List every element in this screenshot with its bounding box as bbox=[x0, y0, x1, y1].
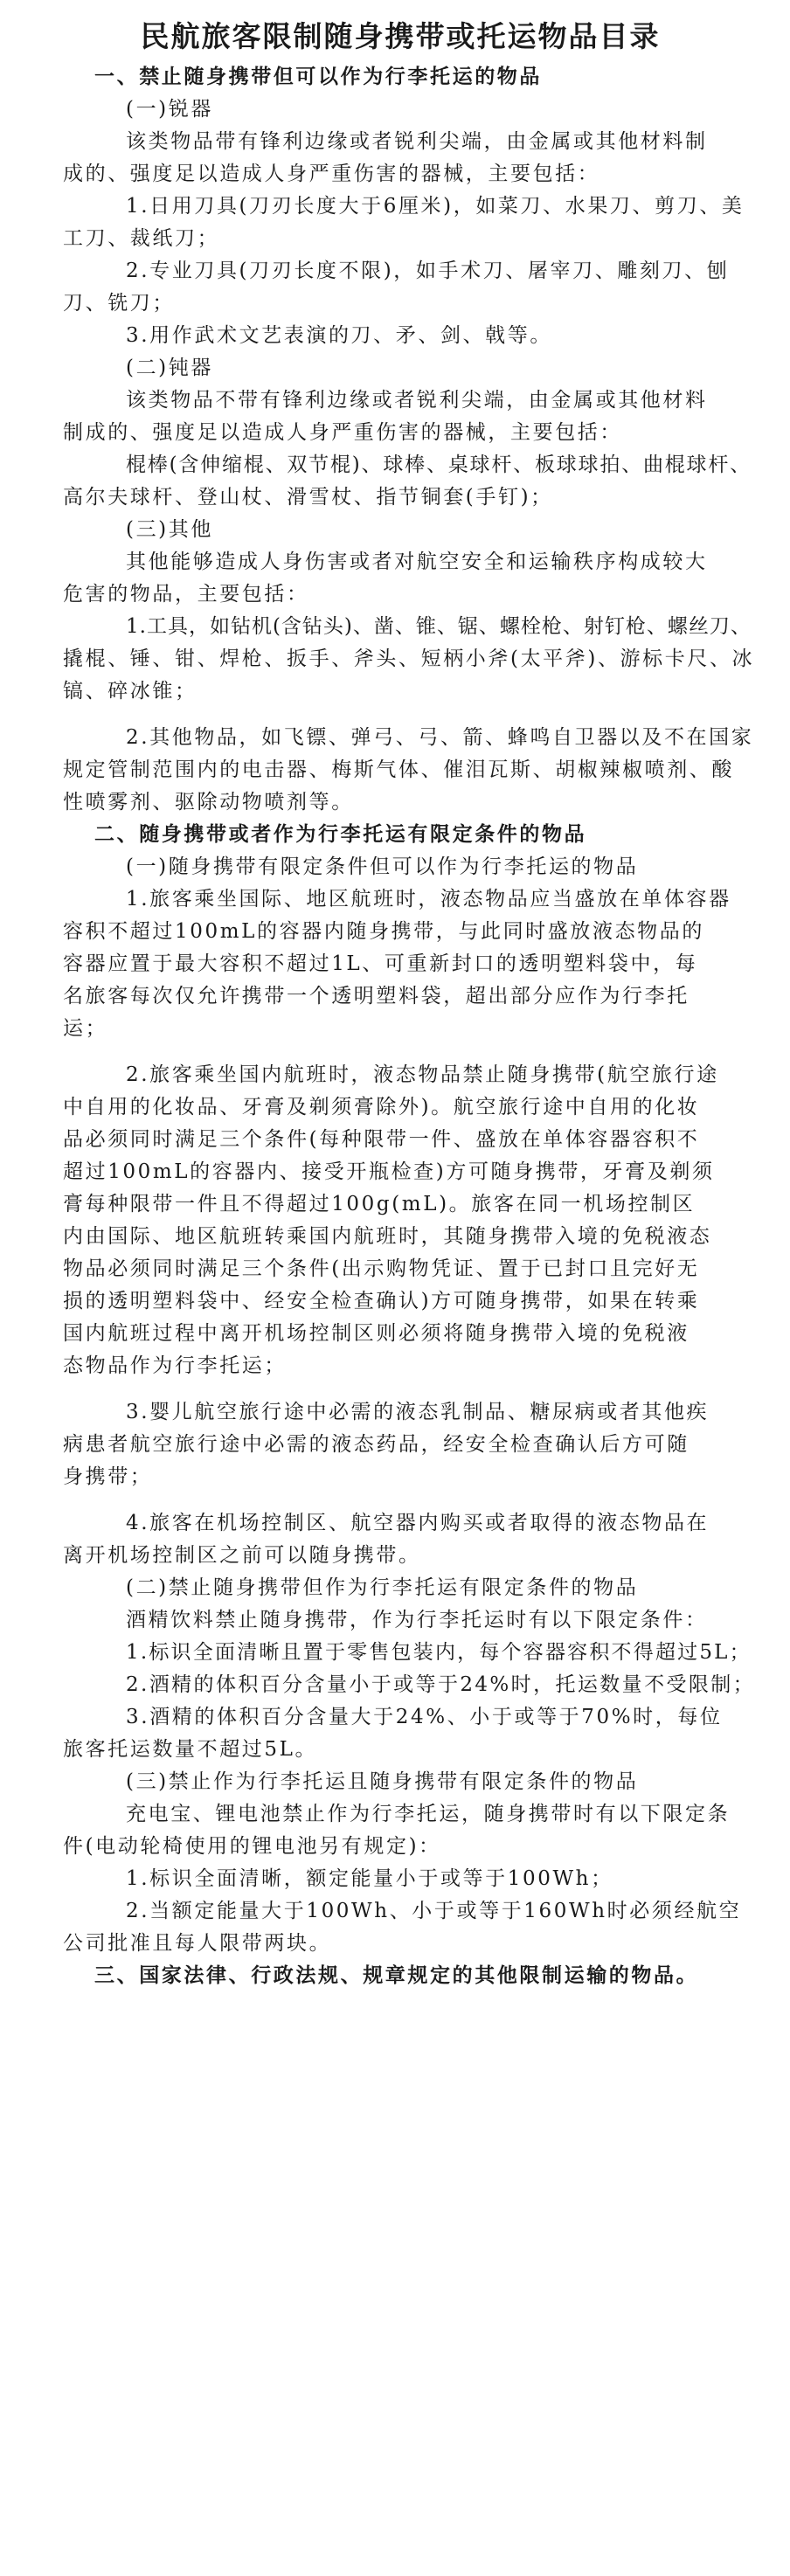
text-line: 危害的物品，主要包括： bbox=[63, 583, 309, 606]
text-line: 1.工具，如钻机(含钻头)、凿、锥、锯、螺栓枪、射钉枪、螺丝刀、 bbox=[126, 615, 752, 638]
text-line: 旅客托运数量不超过5L。 bbox=[63, 1738, 318, 1761]
text-line: 公司批准且每人限带两块。 bbox=[63, 1932, 332, 1955]
text-line: 成的、强度足以造成人身严重伤害的器械，主要包括： bbox=[63, 163, 600, 185]
text-line: 2.当额定能量大于100Wh、小于或等于160Wh时必须经航空 bbox=[126, 1900, 742, 1922]
text-line: 该类物品不带有锋利边缘或者锐利尖端，由金属或其他材料 bbox=[126, 389, 708, 412]
text-line: 高尔夫球杆、登山杖、滑雪杖、指节铜套(手钉)； bbox=[63, 486, 553, 509]
text-line: 病患者航空旅行途中必需的液态药品，经安全检查确认后方可随 bbox=[63, 1433, 690, 1456]
text-line: 1.标识全面清晰，额定能量小于或等于100Wh； bbox=[126, 1867, 613, 1890]
text-line: 刀、铣刀； bbox=[63, 292, 175, 315]
text-line: 离开机场控制区之前可以随身携带。 bbox=[63, 1544, 421, 1567]
section-heading: 一、禁止随身携带但可以作为行李托运的物品 bbox=[94, 66, 542, 88]
text-line: (三)禁止作为行李托运且随身携带有限定条件的物品 bbox=[126, 1770, 639, 1793]
text-line: 2.其他物品，如飞镖、弹弓、弓、箭、蜂鸣自卫器以及不在国家 bbox=[126, 726, 754, 749]
text-line: 制成的、强度足以造成人身严重伤害的器械，主要包括： bbox=[63, 421, 622, 444]
text-line: 4.旅客在机场控制区、航空器内购买或者取得的液态物品在 bbox=[126, 1512, 710, 1534]
text-line: 身携带； bbox=[63, 1465, 153, 1488]
text-line: 损的透明塑料袋中、经安全检查确认)方可随身携带，如果在转乘 bbox=[63, 1290, 700, 1312]
paragraph-gap bbox=[63, 1382, 738, 1396]
text-line: 其他能够造成人身伤害或者对航空安全和运输秩序构成较大 bbox=[126, 551, 708, 573]
text-line: 2.旅客乘坐国内航班时，液态物品禁止随身携带(航空旅行途 bbox=[126, 1063, 719, 1086]
text-line: 1.旅客乘坐国际、地区航班时，液态物品应当盛放在单体容器 bbox=[126, 888, 731, 911]
text-line: 内由国际、地区航班转乘国内航班时，其随身携带入境的免税液态 bbox=[63, 1225, 712, 1248]
paragraph-gap bbox=[63, 1493, 738, 1507]
text-line: 1.标识全面清晰且置于零售包装内，每个容器容积不得超过5L； bbox=[126, 1641, 752, 1664]
text-line: 3.用作武术文艺表演的刀、矛、剑、戟等。 bbox=[126, 324, 552, 347]
text-line: 名旅客每次仅允许携带一个透明塑料袋，超出部分应作为行李托 bbox=[63, 985, 690, 1008]
section-heading: 二、随身携带或者作为行李托运有限定条件的物品 bbox=[94, 823, 587, 846]
section-heading: 三、国家法律、行政法规、规章规定的其他限制运输的物品。 bbox=[94, 1964, 699, 1987]
text-line: 国内航班过程中离开机场控制区则必须将随身携带入境的免税液 bbox=[63, 1322, 690, 1345]
text-line: 2.酒精的体积百分含量小于或等于24%时，托运数量不受限制； bbox=[126, 1673, 756, 1696]
text-line: 规定管制范围内的电击器、梅斯气体、催泪瓦斯、胡椒辣椒喷剂、酸 bbox=[63, 758, 734, 781]
document-body bbox=[63, 61, 756, 1992]
text-line: (二)禁止随身携带但作为行李托运有限定条件的物品 bbox=[126, 1576, 639, 1599]
text-line: 性喷雾剂、驱除动物喷剂等。 bbox=[63, 791, 354, 814]
text-line: 酒精饮料禁止随身携带，作为行李托运时有以下限定条件： bbox=[126, 1609, 708, 1631]
text-line: (一)随身携带有限定条件但可以作为行李托运的物品 bbox=[126, 855, 639, 878]
text-line: 该类物品带有锋利边缘或者锐利尖端，由金属或其他材料制 bbox=[126, 130, 708, 153]
text-line: (一)锐器 bbox=[126, 98, 213, 121]
text-line: 超过100mL的容器内、接受开瓶检查)方可随身携带，牙膏及剃须 bbox=[63, 1160, 715, 1183]
text-line: 充电宝、锂电池禁止作为行李托运，随身携带时有以下限定条 bbox=[126, 1803, 731, 1825]
text-line: (三)其他 bbox=[126, 518, 213, 541]
text-line: 中自用的化妆品、牙膏及剃须膏除外)。航空旅行途中自用的化妆 bbox=[63, 1096, 700, 1118]
text-line: 容器应置于最大容积不超过1L、可重新封口的透明塑料袋中，每 bbox=[63, 952, 698, 975]
text-line: 棍棒(含伸缩棍、双节棍)、球棒、桌球杆、板球球拍、曲棍球杆、 bbox=[126, 454, 752, 476]
text-line: 品必须同时满足三个条件(每种限带一件、盛放在单体容器容积不 bbox=[63, 1128, 700, 1151]
paragraph-gap bbox=[63, 708, 738, 722]
text-line: 件(电动轮椅使用的锂电池另有规定)： bbox=[63, 1835, 441, 1858]
paragraph-gap bbox=[63, 1045, 738, 1059]
text-line: 3.婴儿航空旅行途中必需的液态乳制品、糖尿病或者其他疾 bbox=[126, 1401, 710, 1423]
text-line: 膏每种限带一件且不得超过100g(mL)。旅客在同一机场控制区 bbox=[63, 1193, 696, 1215]
text-line: 容积不超过100mL的容器内随身携带，与此同时盛放液态物品的 bbox=[63, 920, 704, 943]
text-line: 撬棍、锤、钳、焊枪、扳手、斧头、短柄小斧(太平斧)、游标卡尺、冰 bbox=[63, 647, 755, 670]
text-line: 1.日用刀具(刀刃长度大于6厘米)，如菜刀、水果刀、剪刀、美 bbox=[126, 195, 745, 218]
text-line: 镐、碎冰锥； bbox=[63, 680, 198, 703]
document-title: 民航旅客限制随身携带或托运物品目录 bbox=[140, 19, 661, 53]
text-line: 物品必须同时满足三个条件(出示购物凭证、置于已封口且完好无 bbox=[63, 1257, 700, 1280]
text-line: 2.专业刀具(刀刃长度不限)，如手术刀、屠宰刀、雕刻刀、刨 bbox=[126, 260, 730, 282]
text-line: 3.酒精的体积百分含量大于24%、小于或等于70%时，每位 bbox=[126, 1706, 723, 1728]
text-line: 工刀、裁纸刀； bbox=[63, 227, 220, 250]
text-line: (二)钝器 bbox=[126, 357, 213, 379]
text-line: 运； bbox=[63, 1017, 108, 1040]
text-line: 态物品作为行李托运； bbox=[63, 1354, 287, 1377]
